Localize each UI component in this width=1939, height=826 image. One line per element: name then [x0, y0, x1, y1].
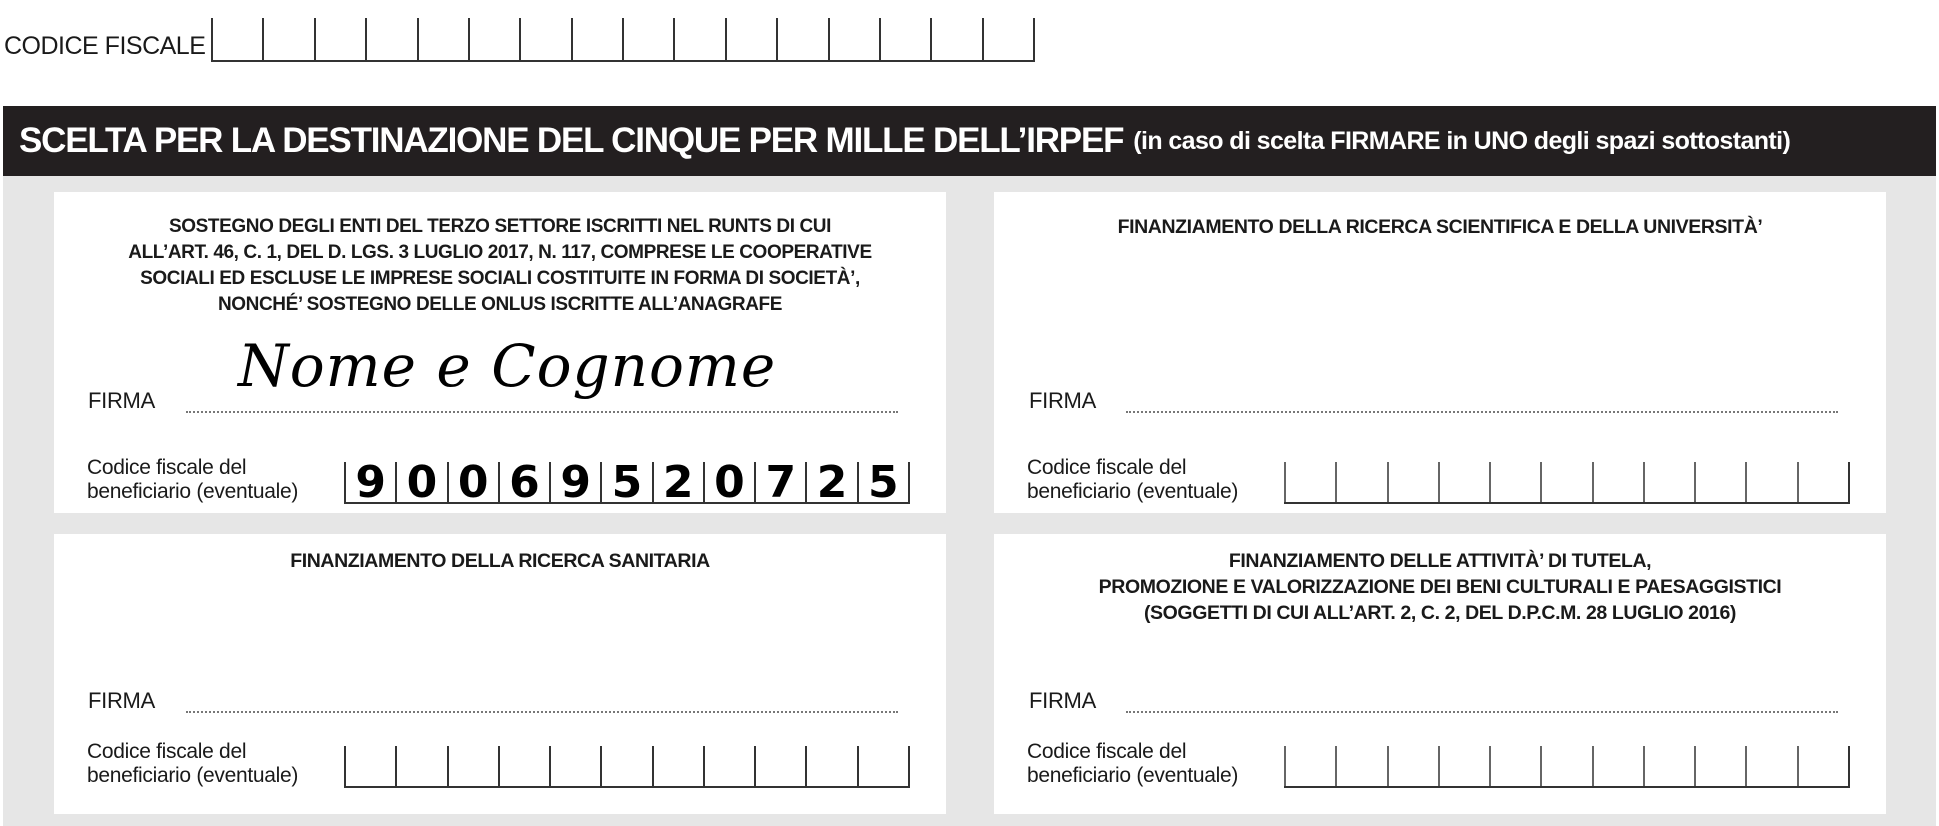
firma-label: FIRMA [88, 688, 155, 713]
codice-fiscale-label: CODICE FISCALE [4, 32, 206, 60]
title-line: NONCHÉ’ SOSTEGNO DELLE ONLUS ISCRITTE ALL’ANAGRAFE [217, 294, 783, 315]
firma-signature-line[interactable] [1126, 411, 1838, 413]
cf-digit[interactable]: 5 [857, 462, 910, 502]
firma-label: FIRMA [88, 388, 155, 413]
cf-digit[interactable] [1643, 462, 1694, 502]
handwritten-signature: Nome e Cognome [238, 332, 777, 400]
cf-digit[interactable]: 2 [805, 462, 856, 502]
banner-subtitle: (in caso di scelta FIRMARE in UNO degli spazi sottostanti) [1133, 126, 1791, 155]
cf-digit[interactable] [1797, 746, 1850, 786]
title-line: ALL’ART. 46, C. 1, DEL D. LGS. 3 LUGLIO 2017, N. 117, COMPRESE LE COOPERATIVE [128, 242, 872, 263]
cf-digit[interactable]: 0 [395, 462, 446, 502]
cf-beneficiario-label [87, 456, 298, 504]
cf-digit[interactable] [1540, 746, 1591, 786]
cf-cell[interactable] [365, 18, 416, 60]
cf-digit[interactable] [395, 746, 446, 786]
cf-digit[interactable] [344, 746, 395, 786]
cf-digit[interactable] [1335, 746, 1386, 786]
cf-cell[interactable] [879, 18, 930, 60]
banner-title: SCELTA PER LA DESTINAZIONE DEL CINQUE PER MILLE DELL’IRPEF [19, 121, 1124, 160]
cf-digit[interactable]: 2 [652, 462, 703, 502]
cf-digit[interactable] [1387, 462, 1438, 502]
title-line: SOSTEGNO DEGLI ENTI DEL TERZO SETTORE ISCRITTI NEL RUNTS DI CUI [168, 216, 832, 237]
cf-digit[interactable] [1592, 746, 1643, 786]
cf-cell[interactable] [417, 18, 468, 60]
choices-panel [3, 176, 1936, 826]
cf-digit[interactable] [857, 746, 910, 786]
cf-beneficiario-input[interactable] [344, 456, 910, 508]
cf-digit[interactable]: 5 [600, 462, 651, 502]
cf-digit[interactable] [447, 746, 498, 786]
box-ricerca-sanitaria [54, 534, 946, 814]
cf-beneficiario-label [87, 740, 298, 788]
cf-digit[interactable] [754, 746, 805, 786]
cf-label-line: beneficiario (eventuale) [87, 480, 299, 503]
cf-beneficiario-input[interactable] [1284, 462, 1850, 504]
cf-digit[interactable] [498, 746, 549, 786]
cf-cell[interactable] [725, 18, 776, 60]
cf-cell[interactable] [211, 18, 262, 60]
cf-digit[interactable] [1489, 462, 1540, 502]
cf-cell[interactable] [571, 18, 622, 60]
cf-digit[interactable] [1643, 746, 1694, 786]
cf-beneficiario-input[interactable] [344, 746, 910, 788]
cf-digit[interactable] [1694, 462, 1745, 502]
cf-digit[interactable] [549, 746, 600, 786]
cf-digit[interactable] [1592, 462, 1643, 502]
cf-cell[interactable] [468, 18, 519, 60]
cf-digit[interactable]: 6 [498, 462, 549, 502]
box-title [994, 548, 1886, 626]
firma-signature-line[interactable] [186, 711, 898, 713]
firma-label: FIRMA [1029, 388, 1096, 413]
title-line: (SOGGETTI DI CUI ALL’ART. 2, C. 2, DEL D.P.C.M. 28 LUGLIO 2016) [1143, 602, 1737, 624]
cf-digit[interactable] [1284, 462, 1335, 502]
cf-digit[interactable] [652, 746, 703, 786]
cf-cell[interactable] [519, 18, 570, 60]
box-title [54, 214, 946, 318]
cf-digit[interactable] [1438, 746, 1489, 786]
cf-digit[interactable]: 9 [344, 462, 395, 502]
cf-cell[interactable] [776, 18, 827, 60]
cf-digit[interactable] [1284, 746, 1335, 786]
cf-label-line: Codice fiscale del [87, 740, 247, 763]
cf-label-line: beneficiario (eventuale) [1027, 764, 1239, 787]
cf-digit[interactable] [805, 746, 856, 786]
cf-digit[interactable]: 0 [703, 462, 754, 502]
cf-cell[interactable] [673, 18, 724, 60]
cf-digit[interactable] [1745, 746, 1796, 786]
cf-cell[interactable] [828, 18, 879, 60]
cf-digit[interactable] [1387, 746, 1438, 786]
cf-digit[interactable] [1797, 462, 1850, 502]
box-beni-culturali [994, 534, 1886, 814]
cf-cell[interactable] [622, 18, 673, 60]
title-line: FINANZIAMENTO DELLA RICERCA SCIENTIFICA E DELLA UNIVERSITÀ’ [1117, 216, 1763, 238]
codice-fiscale-input[interactable] [211, 18, 1035, 62]
firma-label: FIRMA [1029, 688, 1096, 713]
cf-digit[interactable] [1335, 462, 1386, 502]
cf-digit[interactable]: 0 [447, 462, 498, 502]
cf-label-line: Codice fiscale del [1027, 740, 1187, 763]
cf-cell[interactable] [314, 18, 365, 60]
cf-cell[interactable] [982, 18, 1035, 60]
cf-digit[interactable] [1694, 746, 1745, 786]
cf-digit[interactable] [1438, 462, 1489, 502]
firma-signature-line[interactable] [186, 411, 898, 413]
title-line: FINANZIAMENTO DELLA RICERCA SANITARIA [290, 550, 710, 572]
cf-digit[interactable]: 7 [754, 462, 805, 502]
cf-digit[interactable] [703, 746, 754, 786]
cf-digit[interactable]: 9 [549, 462, 600, 502]
title-line: SOCIALI ED ESCLUSE LE IMPRESE SOCIALI COSTITUITE IN FORMA DI SOCIETÀ’, [140, 268, 860, 289]
cf-cell[interactable] [262, 18, 313, 60]
cf-cell[interactable] [930, 18, 981, 60]
box-title [54, 548, 946, 574]
section-banner [3, 106, 1936, 176]
cf-label-line: Codice fiscale del [87, 456, 247, 479]
cf-digit[interactable] [1489, 746, 1540, 786]
cf-label-line: beneficiario (eventuale) [87, 764, 299, 787]
cf-beneficiario-input[interactable] [1284, 746, 1850, 788]
box-terzo-settore [54, 192, 946, 513]
cf-beneficiario-label [1027, 456, 1238, 504]
box-ricerca-scientifica [994, 192, 1886, 513]
cf-digit[interactable] [1745, 462, 1796, 502]
cf-label-line: Codice fiscale del [1027, 456, 1187, 479]
box-title [994, 214, 1886, 240]
cf-label-line: beneficiario (eventuale) [1027, 480, 1239, 503]
title-line: FINANZIAMENTO DELLE ATTIVITÀ’ DI TUTELA, [1228, 550, 1652, 572]
firma-signature-line[interactable] [1126, 711, 1838, 713]
cf-beneficiario-label [1027, 740, 1238, 788]
cf-digit[interactable] [1540, 462, 1591, 502]
title-line: PROMOZIONE E VALORIZZAZIONE DEI BENI CULTURALI E PAESAGGISTICI [1098, 576, 1782, 598]
cf-digit[interactable] [600, 746, 651, 786]
